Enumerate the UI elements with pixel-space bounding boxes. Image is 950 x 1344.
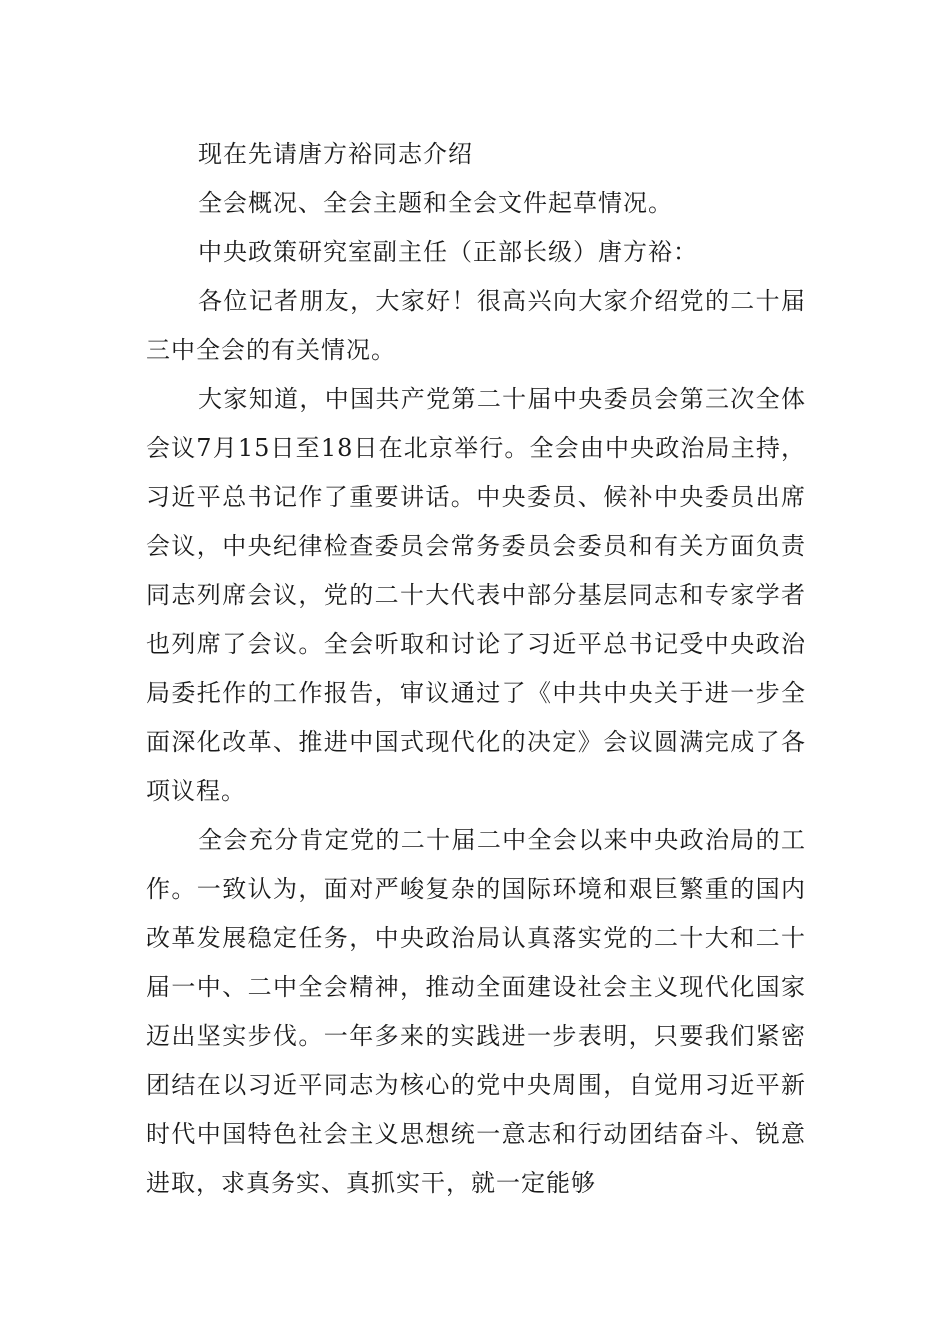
document-body [146,130,806,1208]
paragraph-intro-line-2: 全会概况、全会主题和全会文件起草情况。 [198,189,673,217]
paragraph-intro-line-1: 现在先请唐方裕同志介绍 [198,140,473,168]
paragraph-session-affirmation: 全会充分肯定党的二十届二中全会以来中央政治局的工作。一致认为，面对严峻复杂的国际环境和艰巨繁重的国内改革发展稳定任务，中央政治局认真落实党的二十大和二十届一中、二中全会精神，推动全面建设社会主义现代化国家迈出坚实步伐。一年多来的实践进一步表明，只要我们紧密团结在以习近平同志为核心的党中央周围，自觉用习近平新时代中国特色社会主义思想统一意志和行动团结奋斗、锐意进取，求真务实、真抓实干，就一定能够 [146,826,806,1197]
paragraph-greeting: 各位记者朋友，大家好！很高兴向大家介绍党的二十届三中全会的有关情况。 [146,287,806,364]
paragraph-speaker: 中央政策研究室副主任（正部长级）唐方裕： [198,238,698,266]
paragraph-session-overview: 大家知道，中国共产党第二十届中央委员会第三次全体会议7月15日至18日在北京举行。全会由中央政治局主持，习近平总书记作了重要讲话。中央委员、候补中央委员出席会议，中央纪律检查委员会常务委员会委员和有关方面负责同志列席会议，党的二十大代表中部分基层同志和专家学者也列席了会议。全会听取和讨论了习近平总书记受中央政治局委托作的工作报告，审议通过了《中共中央关于进一步全面深化改革、推进中国式现代化的决定》会议圆满完成了各项议程。 [146,385,806,805]
